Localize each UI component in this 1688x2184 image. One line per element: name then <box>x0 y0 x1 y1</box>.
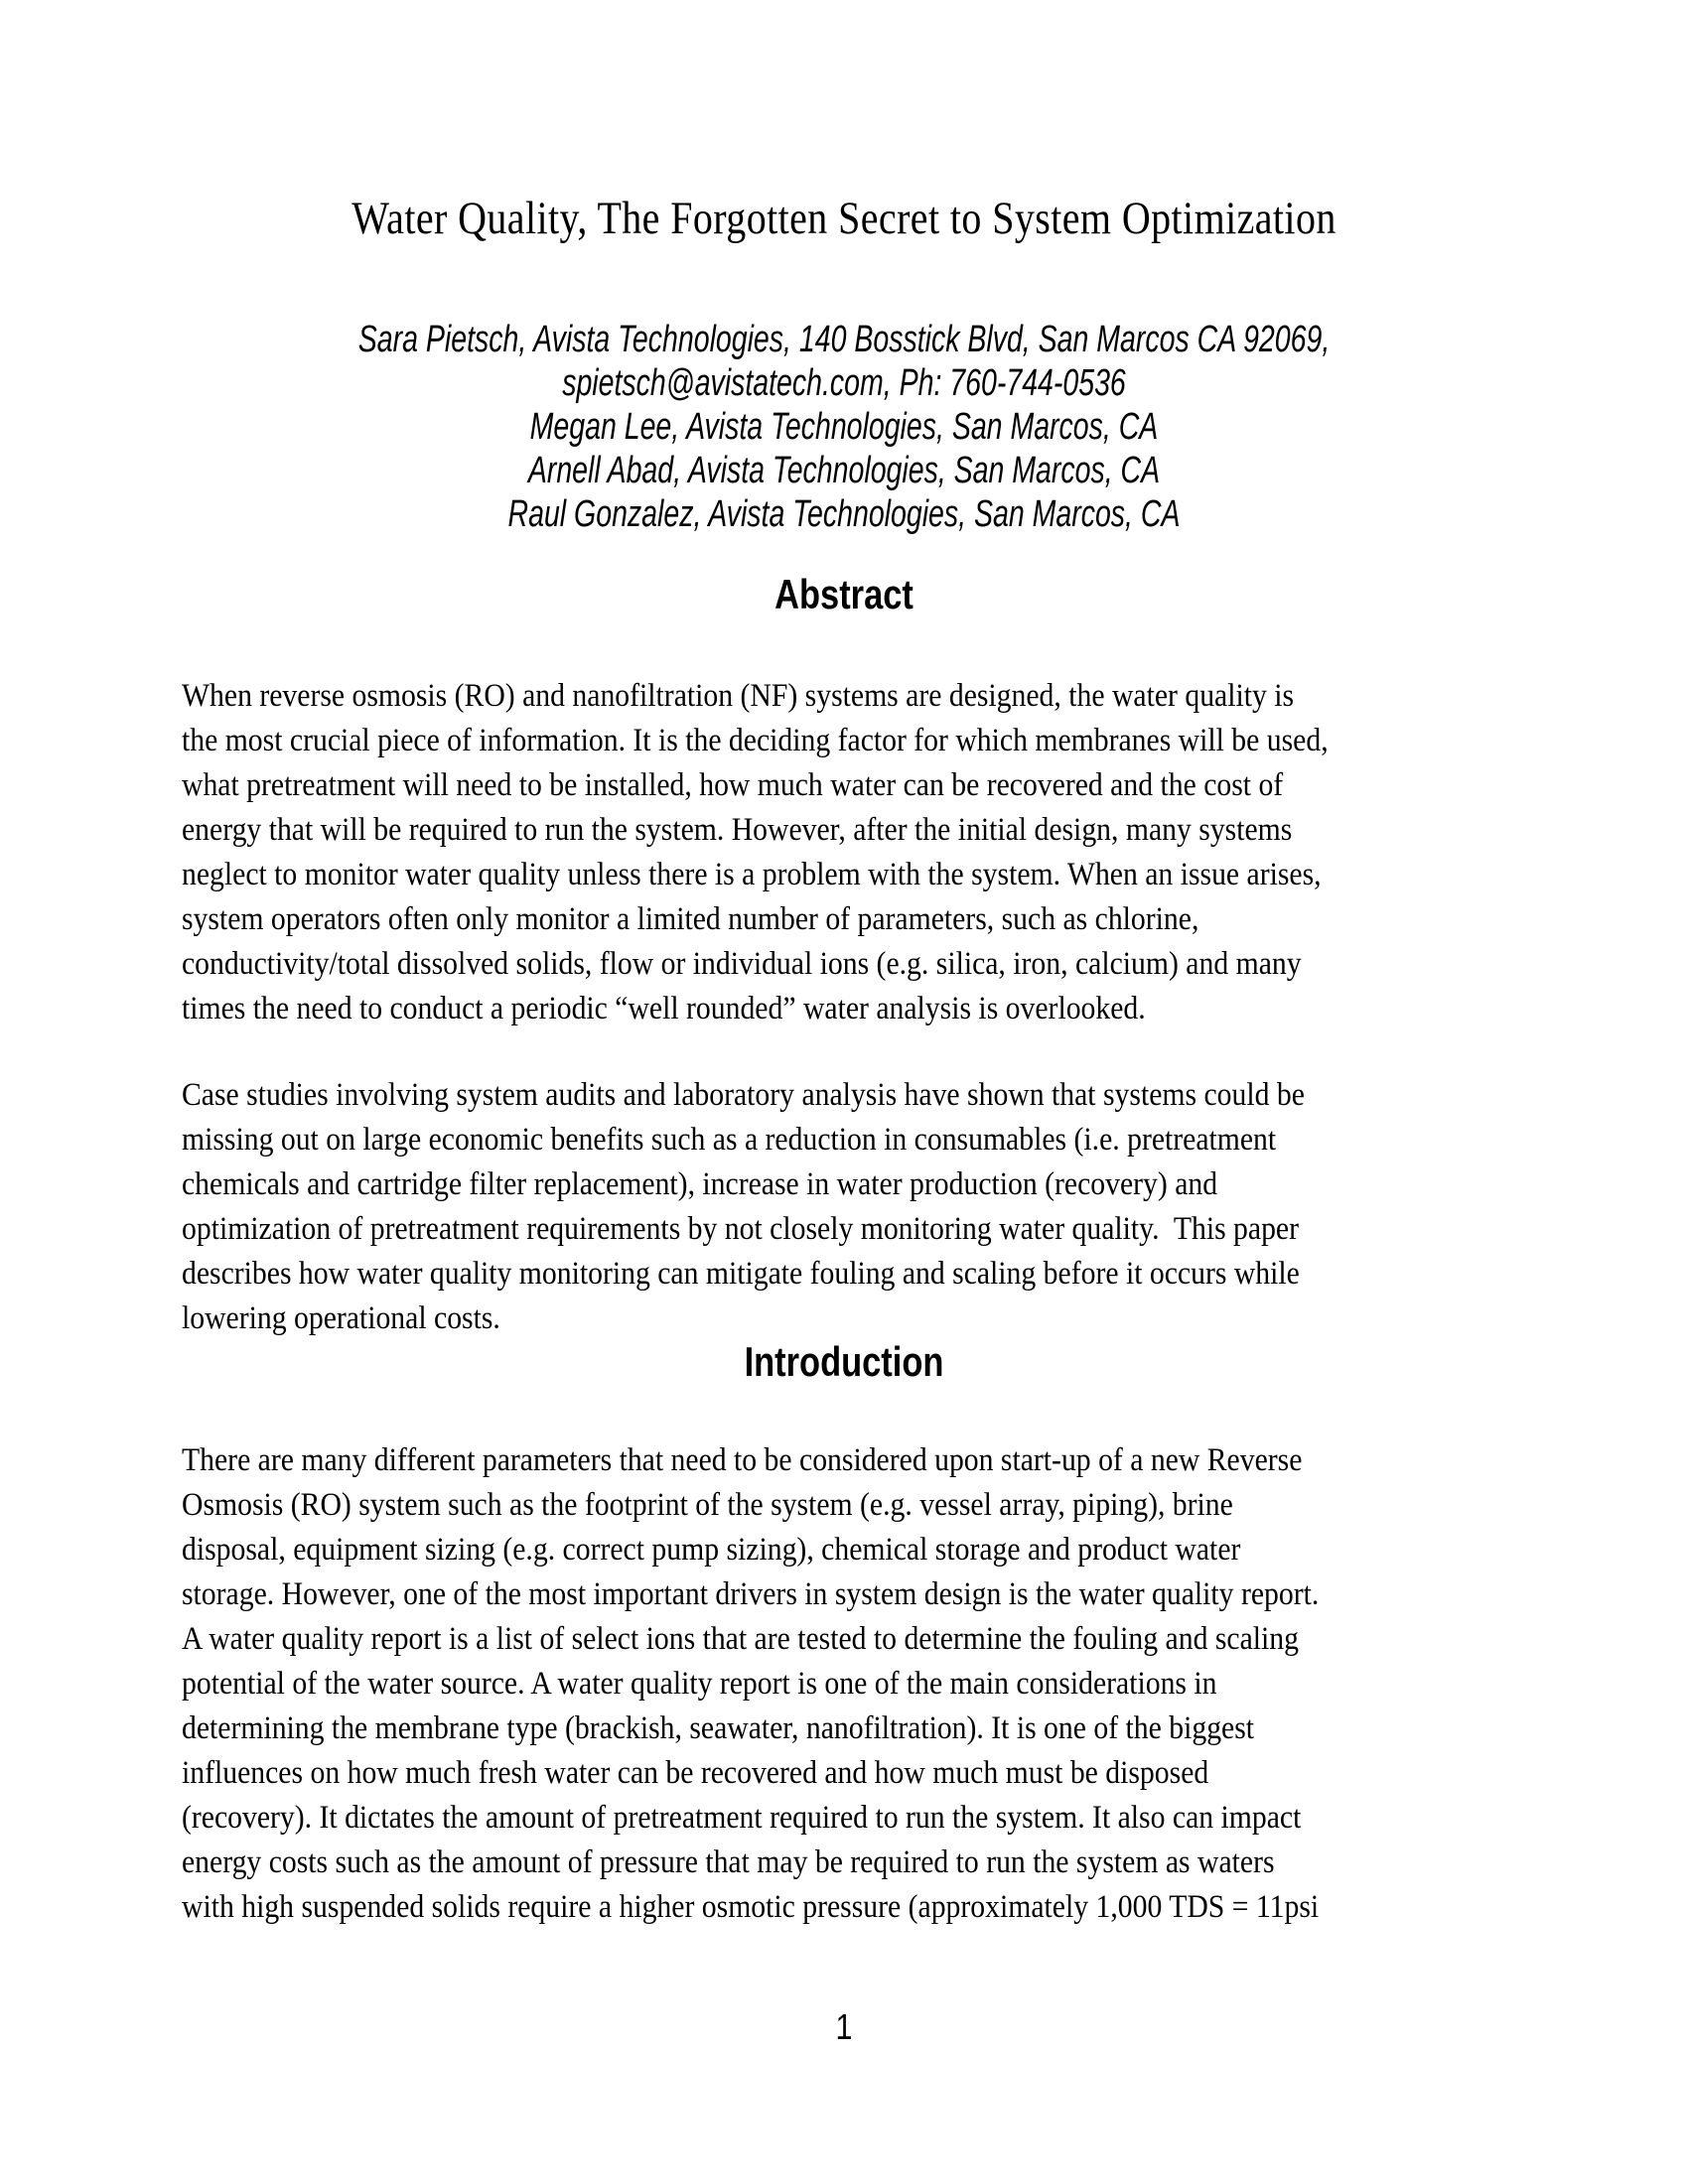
paragraph-line: conductivity/total dissolved solids, flow or individual ions (e.g. silica, iron, calcium) and many <box>182 946 1302 982</box>
paragraph-line: When reverse osmosis (RO) and nanofiltration (NF) systems are designed, the water quality is <box>182 678 1295 714</box>
paper-title: Water Quality, The Forgotten Secret to System Optimization <box>352 193 1336 244</box>
page-number: 1 <box>835 2006 853 2047</box>
author-line: Sara Pietsch, Avista Technologies, 140 Bosstick Blvd, San Marcos CA 92069, <box>357 319 1331 360</box>
paragraph-line: Osmosis (RO) system such as the footprint of the system (e.g. vessel array, piping), brine <box>182 1487 1233 1523</box>
paragraph-line: describes how water quality monitoring can mitigate fouling and scaling before it occurs while <box>182 1256 1300 1292</box>
paragraph-line: (recovery). It dictates the amount of pretreatment required to run the system. It also can impact <box>182 1800 1302 1836</box>
paragraph-line: system operators often only monitor a limited number of parameters, such as chlorine, <box>182 901 1199 937</box>
paragraph-line: the most crucial piece of information. It is the deciding factor for which membranes will be used, <box>182 723 1329 758</box>
paragraph-line: potential of the water source. A water quality report is one of the main considerations in <box>182 1666 1217 1702</box>
paragraph-line: A water quality report is a list of select ions that are tested to determine the fouling and scaling <box>182 1621 1299 1657</box>
paragraph-line: with high suspended solids require a higher osmotic pressure (approximately 1,000 TDS = 11psi <box>182 1889 1320 1925</box>
abstract-paragraph-1 <box>182 674 1688 1031</box>
author-line: Arnell Abad, Avista Technologies, San Marcos, CA <box>527 450 1161 491</box>
abstract-paragraph-2 <box>182 1073 1688 1341</box>
author-line: Raul Gonzalez, Avista Technologies, San Marcos, CA <box>507 493 1181 535</box>
paragraph-line: energy that will be required to run the system. However, after the initial design, many systems <box>182 812 1293 848</box>
paragraph-line: chemicals and cartridge filter replacement), increase in water production (recovery) and <box>182 1166 1218 1202</box>
paragraph-line: Case studies involving system audits and laboratory analysis have shown that systems could be <box>182 1077 1305 1113</box>
paragraph-line: influences on how much fresh water can be recovered and how much must be disposed <box>182 1755 1209 1791</box>
paragraph-line: optimization of pretreatment requirements by not closely monitoring water quality. This paper <box>182 1211 1300 1247</box>
paragraph-line: lowering operational costs. <box>182 1300 500 1336</box>
author-block <box>0 318 1688 536</box>
paragraph-line: storage. However, one of the most important drivers in system design is the water quality report. <box>182 1576 1320 1612</box>
paragraph-line: There are many different parameters that need to be considered upon start-up of a new Reverse <box>182 1442 1303 1478</box>
paragraph-line: disposal, equipment sizing (e.g. correct pump sizing), chemical storage and product water <box>182 1532 1241 1568</box>
section-heading-abstract: Abstract <box>774 571 914 617</box>
author-line: Megan Lee, Avista Technologies, San Marcos, CA <box>529 406 1159 448</box>
paragraph-line: energy costs such as the amount of pressure that may be required to run the system as waters <box>182 1844 1275 1880</box>
paragraph-line: neglect to monitor water quality unless there is a problem with the system. When an issue arises, <box>182 857 1322 892</box>
paragraph-line: what pretreatment will need to be installed, how much water can be recovered and the cost of <box>182 767 1284 803</box>
paragraph-line: determining the membrane type (brackish, seawater, nanofiltration). It is one of the biggest <box>182 1710 1255 1746</box>
paragraph-line: missing out on large economic benefits such as a reduction in consumables (i.e. pretreatment <box>182 1122 1277 1158</box>
author-line: spietsch@avistatech.com, Ph: 760-744-0536 <box>562 362 1126 404</box>
introduction-paragraph-1 <box>182 1438 1688 1930</box>
paragraph-line: times the need to conduct a periodic “well rounded” water analysis is overlooked. <box>182 991 1146 1026</box>
section-heading-introduction: Introduction <box>744 1338 944 1385</box>
